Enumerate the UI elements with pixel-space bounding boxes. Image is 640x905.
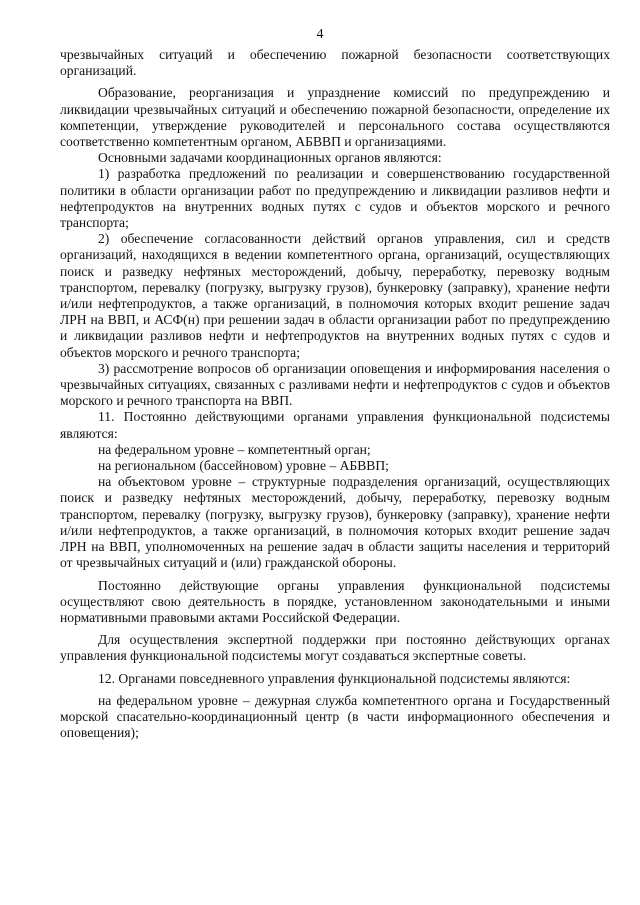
section-11-heading: 11. Постоянно действующими органами управления функциональной подсистемы являются: bbox=[60, 409, 610, 441]
level-regional: на региональном (бассейновом) уровне – АБВВП; bbox=[98, 458, 389, 474]
paragraph-continuation: чрезвычайных ситуаций и обеспечению пожарной безопасности соответствующих организаций. bbox=[60, 47, 610, 79]
level-object: на объектовом уровне – структурные подразделения организаций, осуществляющих поиск и разведку нефтяных месторождений, добычу, переработку, перевозку водным транспортом, перевалку (погрузку, выгрузку грузов), бункеровку (заправку), хранение нефти и/или нефтепродуктов, а также организаций, в полномочия которых входит решение задач ЛРН на ВВП, уполномоченных на решение задач в области защиты населения и территорий от чрезвычайных ситуаций и (или) гражданской обороны. bbox=[60, 474, 610, 571]
document-body bbox=[60, 47, 610, 741]
level-federal: на федеральном уровне – компетентный орган; bbox=[98, 441, 371, 457]
paragraph-permanent-bodies: Постоянно действующие органы управления функциональной подсистемы осуществляют свою деятельность в порядке, установленном законодательными и иными нормативными правовыми актами Российской Федерации. bbox=[60, 577, 610, 625]
level-federal-daily: на федеральном уровне – дежурная служба компетентного органа и Государственный морской спасательно-координационный центр (в части информационного обеспечения и оповещения); bbox=[60, 692, 610, 741]
list-item-task-1: 1) разработка предложений по реализации и совершенствованию государственной политики в области организации работ по предупреждению и ликвидации разливов нефти и нефтепродуктов на внутренних водных путях с судов и объектов морского и речного транспорта; bbox=[60, 166, 610, 231]
list-item-task-3: 3) рассмотрение вопросов об организации оповещения и информирования населения о чрезвычайных ситуациях, связанных с разливами нефти и нефтепродуктов с судов и объектов морского и речного транспорта на ВВП. bbox=[60, 360, 610, 409]
section-12-heading: 12. Органами повседневного управления функциональной подсистемы являются: bbox=[98, 670, 571, 686]
list-item-task-2: 2) обеспечение согласованности действий органов управления, сил и средств организаций, находящихся в ведении компетентного органа, организаций, осуществляющих поиск и разведку нефтяных месторождений, добычу, переработку, перевозку водным транспортом, перевалку (погрузку, выгрузку грузов), бункеровку (заправку), хранение нефти и/или нефтепродуктов, а также организаций, в полномочия которых входит решение задач ЛРН на ВВП, и АСФ(н) при решении задач в области организации работ по предупреждению и ликвидации разливов нефти и нефтепродуктов на внутренних водных путях с судов и объектов морского и речного транспорта; bbox=[60, 231, 610, 360]
paragraph-commissions: Образование, реорганизация и упразднение комиссий по предупреждению и ликвидации чрезвычайных ситуаций и обеспечению пожарной безопасности, определение их компетенции, утверждение руководителей и персонального состава осуществляются соответственно компетентным органом, АБВВП и организациями. bbox=[60, 85, 610, 150]
paragraph-tasks-intro: Основными задачами координационных органов являются: bbox=[98, 150, 442, 166]
page-number: 4 bbox=[316, 27, 324, 42]
paragraph-expert-councils: Для осуществления экспертной поддержки при постоянно действующих органах управления функциональной подсистемы могут создаваться экспертные советы. bbox=[60, 632, 610, 664]
